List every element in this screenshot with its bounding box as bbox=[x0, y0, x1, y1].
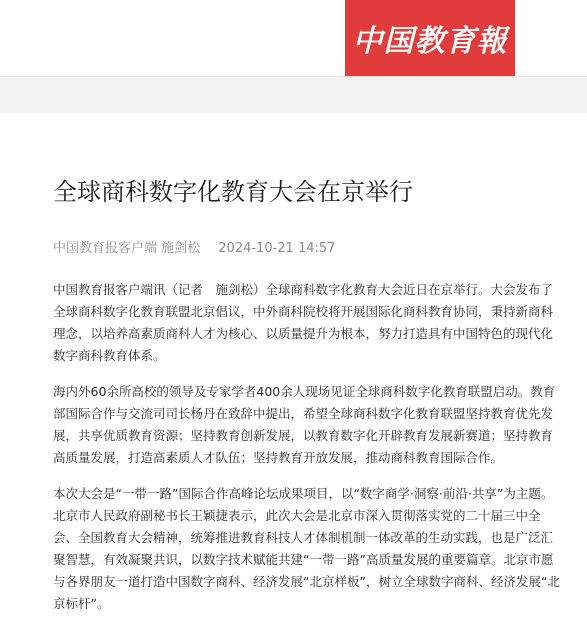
article-datetime: 2024-10-21 14:57 bbox=[218, 241, 336, 256]
nav-band bbox=[0, 77, 587, 113]
article-paragraph: 本次大会是“一带一路”国际合作高峰论坛成果项目，以“数字商学·洞察·前沿·共享”为主题。北京市人民政府副秘书长王颖捷表示，此次大会是北京市深入贯彻落实党的二十届三中全会、全国教育大会精神，统筹推进教育科技人才体制机制一体改革的生动实践，也是广泛汇聚智慧，有效凝聚共识，以数字技术赋能共建“一带一路”高质量发展的重要篇章。北京市愿与各界朋友一道打造中国数字商科、经济发展“北京样板”，树立全球数字商科、经济发展“北京标杆”。 bbox=[53, 486, 560, 611]
top-header bbox=[0, 0, 587, 77]
site-logo[interactable] bbox=[345, 0, 515, 76]
logo-text: 中国教育報 bbox=[352, 24, 508, 59]
article-body bbox=[53, 279, 560, 629]
article-paragraph: 中国教育报客户端讯（记者 施剑松）全球商科数字化教育大会近日在京举行。大会发布了全球商科数字化教育联盟北京倡议，中外商科院校将开展国际化商科教育协同，秉持新商科理念，以培养高素质商科人才为核心、以质量提升为根本，努力打造具有中国特色的现代化数字商科教育体系。 bbox=[53, 282, 554, 363]
article-title: 全球商科数字化教育大会在京举行 bbox=[53, 178, 413, 206]
article-meta bbox=[53, 237, 349, 256]
article-paragraph: 海内外60余所高校的领导及专家学者400余人现场见证全球商科数字化教育联盟启动。教育部国际合作与交流司司长杨丹在致辞中提出，希望全球商科数字化教育联盟坚持教育优先发展，共享优质教育资源；坚持教育创新发展，以教育数字化开辟教育发展新赛道；坚持教育高质量发展，打造高素质人才队伍；坚持教育开放发展，推动商科教育国际合作。 bbox=[53, 384, 556, 465]
article-source: 中国教育报客户端 施剑松 bbox=[53, 241, 201, 256]
